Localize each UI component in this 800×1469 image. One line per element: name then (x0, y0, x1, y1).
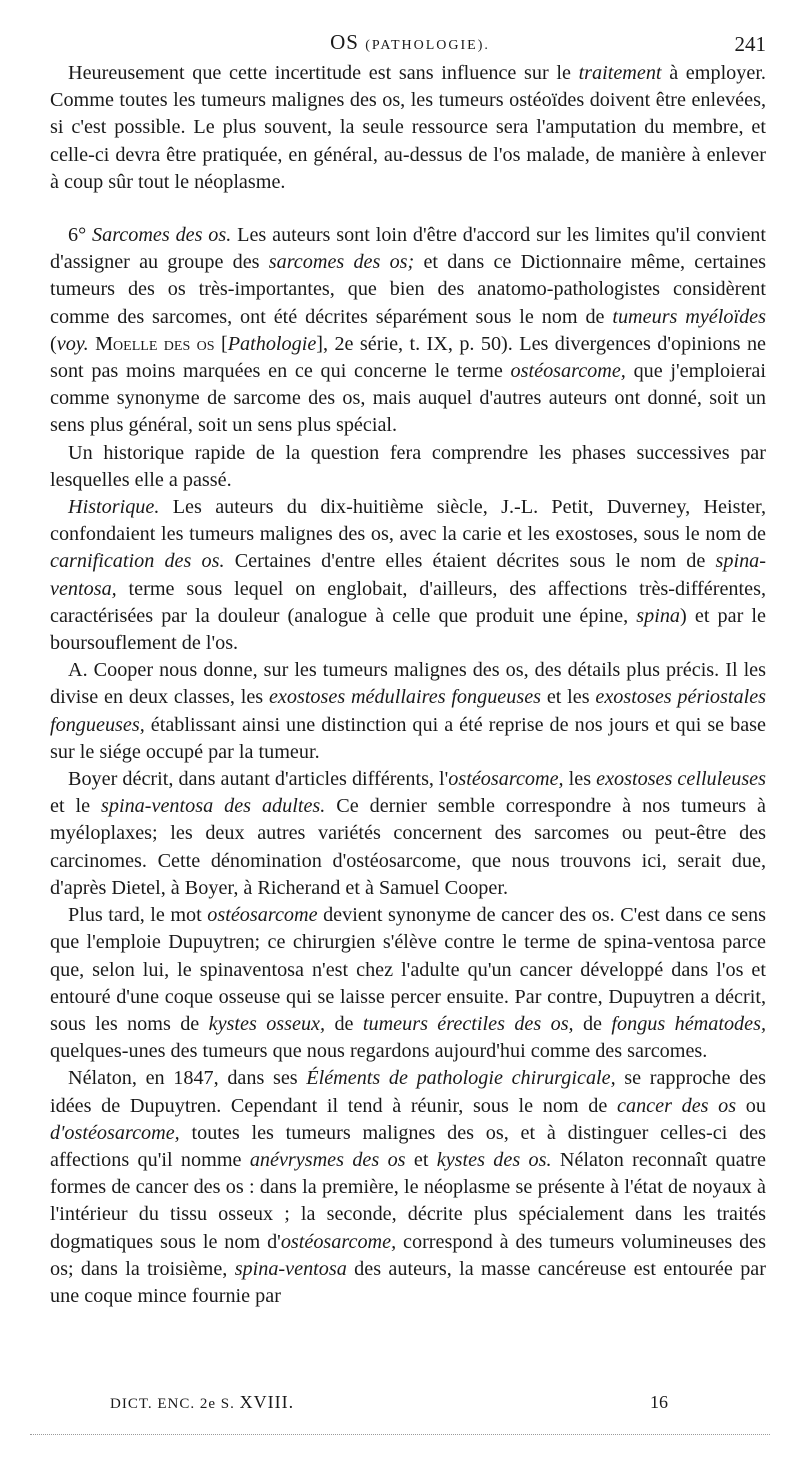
text-run: Nélaton reconnaît quatre formes de cancer des os : dans la première, le néoplasme se présente à l'état de noyaux à l'intérieur du tissu osseux ; la seconde, décrite plus spécialement dans les traités dogmatiques sous le nom d' (50, 1148, 766, 1253)
paragraph (50, 657, 766, 766)
page-footer (110, 1392, 690, 1418)
text-run: ) et par le boursouflement de l'os. (50, 604, 766, 655)
italic-text-run: exostoses périostales fongueuses, (50, 686, 767, 736)
italic-text-run: ostéosarcome, (448, 768, 564, 791)
italic-text-run: spina (636, 604, 681, 627)
italic-text-run: spina-ventosa des adultes. (101, 795, 326, 818)
paragraph (50, 222, 766, 440)
text-run: que j'emploierai comme synonyme de sarcome des os, mais auquel d'autres auteurs ont donné, soit un sens plus général, soit un sens plus spécial. (50, 360, 766, 437)
paragraph (50, 494, 766, 657)
text-run: terme sous lequel on englobait, d'ailleurs, des affections très-différentes, caractérisées par la douleur (analogue à celle que produit une épine, (50, 577, 766, 627)
article-body (50, 60, 766, 1310)
italic-text-run: sarcomes des os; (268, 251, 415, 274)
italic-text-run: traitement (578, 62, 662, 84)
italic-text-run: ostéosarcome (207, 904, 318, 927)
signature-prefix: DICT. ENC. 2e S. (110, 1396, 235, 1412)
running-title (52, 30, 768, 55)
text-run: 6° (68, 224, 92, 247)
text-run: les (563, 768, 597, 791)
text-run: Moelle des os (95, 332, 215, 355)
text-run: se rapproche des idées de Dupuytren. Cependant il tend à réunir, sous le nom de (50, 1067, 766, 1117)
text-run: et (405, 1148, 437, 1171)
paragraph (50, 440, 766, 494)
text-run: de (573, 1012, 612, 1035)
italic-text-run: Sarcomes des os. (92, 224, 232, 247)
text-run: toutes les tumeurs malignes des os, et à distinguer celles-ci des affections qu'il nomme (50, 1121, 766, 1171)
italic-text-run: tumeurs érectiles des os, (362, 1012, 574, 1035)
signature-mark (110, 1392, 294, 1413)
text-run: et le (50, 795, 102, 818)
italic-text-run: spina-ventosa, (50, 550, 766, 600)
italic-text-run: cancer des os (617, 1094, 737, 1117)
italic-text-run: exostoses médullaires fongueuses (268, 686, 542, 709)
sheet-number: 16 (650, 1392, 668, 1412)
italic-text-run: kystes osseux, (208, 1012, 326, 1035)
text-run: quelques-unes des tumeurs que nous regardons aujourd'hui comme des sarcomes. (50, 1040, 708, 1063)
text-run: à employer. Comme toutes les tumeurs malignes des os, les tumeurs ostéoïdes doivent être enlevées, si c'est possible. Le plus souvent, la seule ressource sera l'amputation du membre, et celle-ci devra être pratiquée, en général, au-dessus de l'os malade, de manière à enlever à coup sûr tout le néoplasme. (50, 62, 766, 193)
text-run: et dans ce Dictionnaire même, certaines tumeurs des os très-importantes, que bien des anatomo-pathologistes considèrent comme des sarcomes, ont été décrites séparément sous le nom de (50, 251, 767, 328)
signature-volume: XVIII. (239, 1392, 295, 1412)
text-run: [ (214, 332, 228, 355)
running-title-main: OS (330, 30, 359, 54)
text-run: Plus tard, le mot (68, 904, 208, 927)
text-run: ], 2e série, t. IX, p. 50). Les divergences d'opinions ne sont pas moins marquées en ce qui concerne le terme (50, 332, 766, 383)
italic-text-run: voy. (56, 332, 89, 355)
text-run: Heureusement que cette incertitude est sans influence sur le (68, 62, 579, 84)
italic-text-run: tumeurs myéloïdes (612, 305, 766, 328)
italic-text-run: kystes des os. (436, 1148, 552, 1171)
paragraph (50, 1065, 766, 1310)
text-run: Certaines d'entre elles étaient décrites sous le nom de (224, 550, 716, 573)
text-run: Boyer décrit, dans autant d'articles différents, l' (68, 768, 449, 791)
text-run: Nélaton, en 1847, dans ses (68, 1067, 307, 1090)
text-run: des auteurs, la masse cancéreuse est entourée par une coque mince fournie par (50, 1257, 766, 1307)
text-run: A. Cooper nous donne, sur les tumeurs malignes des os, des détails plus précis. Il les divise en deux classes, les (50, 659, 766, 709)
text-run: correspond à des tumeurs volumineuses des os; dans la troisième, (50, 1230, 766, 1280)
italic-text-run: ostéosarcome, (510, 360, 626, 383)
italic-text-run: Pathologie (227, 332, 317, 355)
paragraph (50, 902, 766, 1065)
text-run: Ce dernier semble correspondre à nos tumeurs à myéloplaxes; les deux autres variétés concernent des sarcomes ou peut-être des carcinomes. Cette dénomination d'ostéosarcome, que nous trouvons ici, serait due, d'après Dietel, à Boyer, à Richerand et à Samuel Cooper. (50, 795, 766, 899)
italic-text-run: carnification des os. (50, 550, 225, 573)
text-run: de (325, 1012, 363, 1035)
text-run: et les (541, 686, 596, 709)
italic-text-run: Historique. (68, 496, 160, 519)
running-header (52, 30, 768, 60)
italic-text-run: spina-ventosa (234, 1257, 347, 1280)
italic-text-run: Éléments de pathologie chirurgicale, (306, 1067, 616, 1090)
text-run: ou (736, 1094, 766, 1117)
text-run: Les auteurs du dix-huitième siècle, J.-L. Petit, Duverney, Heister, confondaient les tumeurs malignes des os, avec la carie et les exostoses, sous le nom de (50, 496, 766, 546)
paragraph (50, 60, 766, 196)
text-run: Les auteurs sont loin d'être d'accord sur les limites qu'il convient d'assigner au groupe des (50, 224, 766, 274)
text-run: devient synonyme de cancer des os. C'est dans ce sens que l'emploie Dupuytren; ce chirurgien s'élève contre le terme de spina-ventosa parce que, selon lui, le spinaventosa n'est chez l'adulte qu'un cancer développé dans l'os et entouré d'une coque osseuse qui se laisse percer ensuite. Par contre, Dupuytren a décrit, sous les noms de (50, 904, 766, 1035)
italic-text-run: fongus hématodes, (611, 1012, 767, 1035)
bottom-dotted-rule (30, 1434, 770, 1435)
italic-text-run: exostoses celluleuses (596, 768, 766, 791)
running-title-section: (PATHOLOGIE). (365, 38, 490, 53)
italic-text-run: ostéosarcome, (280, 1230, 397, 1253)
text-run: ( (50, 332, 57, 355)
text-run: établissant ainsi une distinction qui a été reprise de nos jours et qui se base sur le siége occupé par la tumeur. (50, 713, 766, 763)
italic-text-run: anévrysmes des os (249, 1148, 406, 1171)
page-number: 241 (734, 32, 766, 56)
paragraph (50, 766, 766, 902)
text-run: Un historique rapide de la question fera comprendre les phases successives par lesquelles elle a passé. (50, 441, 766, 491)
italic-text-run: d'ostéosarcome, (50, 1121, 180, 1144)
